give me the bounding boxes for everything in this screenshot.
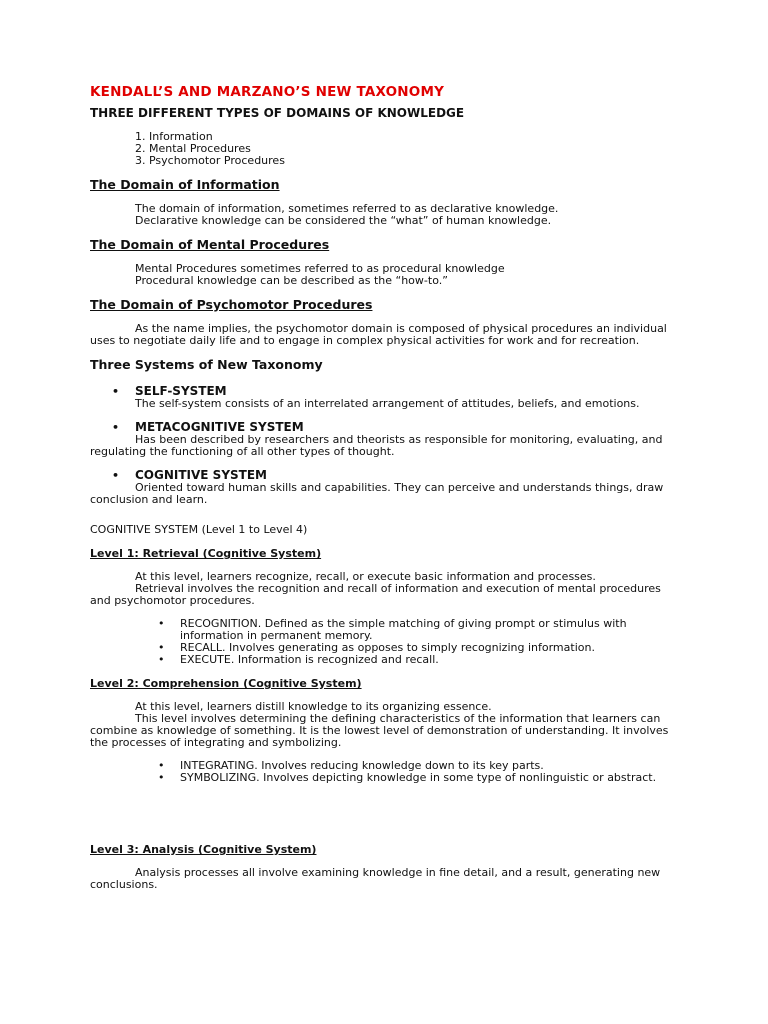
bullet-icon: • (158, 771, 165, 784)
system-description: Oriented toward human skills and capabilities. They can perceive and understands things, draw conclusion and learn. (90, 481, 664, 506)
paragraph-line: The domain of information, sometimes referred to as declarative knowledge. (135, 202, 559, 215)
list-item: 2. Mental Procedures (135, 142, 251, 155)
bullet-icon: • (112, 385, 120, 398)
document-subtitle: THREE DIFFERENT TYPES OF DOMAINS OF KNOWLEDGE (90, 106, 465, 120)
psychomotor-description: As the name implies, the psychomotor domain is composed of physical procedures an individual uses to negotiate daily life and to engage in complex physical activities for work and for recreation. (90, 322, 667, 347)
mental-procedures-description (90, 263, 678, 287)
bullet-icon: • (158, 617, 165, 630)
level-3-paragraph: Analysis processes all involve examining knowledge in fine detail, and a result, generating new conclusions. (90, 866, 661, 891)
level-2-paragraph: This level involves determining the defining characteristics of the information that learners can combine as knowledge of something. It is the lowest level of demonstration of understanding. It involves the processes of integrating and symbolizing. (90, 712, 669, 749)
system-title: COGNITIVE SYSTEM (135, 468, 267, 482)
bullet-icon: • (112, 421, 120, 434)
list-item: • RECALL. Involves generating as opposes to simply recognizing information. (158, 641, 595, 654)
paragraph-line: Mental Procedures sometimes referred to as procedural knowledge (135, 262, 505, 275)
bullet-icon: • (158, 641, 165, 654)
spacer (90, 795, 678, 843)
list-item: • RECOGNITION. Defined as the simple matching of giving prompt or stimulus with information in permanent memory. (158, 617, 627, 642)
bullet-icon: • (112, 469, 120, 482)
systems-heading: Three Systems of New Taxonomy (90, 357, 323, 372)
level-1-heading: Level 1: Retrieval (Cognitive System) (90, 547, 322, 560)
bullet-icon: • (158, 653, 165, 666)
section-heading-mental-procedures: The Domain of Mental Procedures (90, 237, 330, 252)
section-heading-information: The Domain of Information (90, 177, 280, 192)
level-1-bullet-list (90, 618, 678, 666)
domains-list (135, 131, 678, 167)
level-2-heading: Level 2: Comprehension (Cognitive System) (90, 677, 362, 690)
system-title: METACOGNITIVE SYSTEM (135, 420, 304, 434)
paragraph-line: Procedural knowledge can be described as the “how-to.” (135, 274, 448, 287)
system-description: Has been described by researchers and theorists as responsible for monitoring, evaluating, and regulating the functioning of all other types of thought. (90, 433, 663, 458)
system-item-self (90, 385, 678, 410)
system-title: SELF-SYSTEM (135, 384, 227, 398)
level-2-bullet-list (90, 760, 678, 784)
section-heading-psychomotor-procedures: The Domain of Psychomotor Procedures (90, 297, 373, 312)
levels-overview: COGNITIVE SYSTEM (Level 1 to Level 4) (90, 523, 308, 536)
bullet-icon: • (158, 759, 165, 772)
list-item: • INTEGRATING. Involves reducing knowledge down to its key parts. (158, 759, 544, 772)
level-2-paragraph: At this level, learners distill knowledge to its organizing essence. (135, 700, 492, 713)
level-3-heading: Level 3: Analysis (Cognitive System) (90, 843, 317, 856)
system-description: The self-system consists of an interrelated arrangement of attitudes, beliefs, and emotions. (135, 397, 640, 410)
list-item: 1. Information (135, 130, 213, 143)
paragraph-line: Declarative knowledge can be considered the “what” of human knowledge. (135, 214, 552, 227)
list-item: 3. Psychomotor Procedures (135, 154, 285, 167)
system-item-metacognitive (90, 421, 678, 458)
document-title: KENDALL’S AND MARZANO’S NEW TAXONOMY (90, 84, 445, 100)
list-item: • SYMBOLIZING. Involves depicting knowledge in some type of nonlinguistic or abstract. (158, 771, 657, 784)
list-item: • EXECUTE. Information is recognized and recall. (158, 653, 439, 666)
level-1-paragraph: At this level, learners recognize, recall, or execute basic information and processes. (135, 570, 596, 583)
information-description (90, 203, 678, 227)
system-item-cognitive (90, 469, 678, 506)
level-1-paragraph: Retrieval involves the recognition and recall of information and execution of mental procedures and psychomotor procedures. (90, 582, 661, 607)
